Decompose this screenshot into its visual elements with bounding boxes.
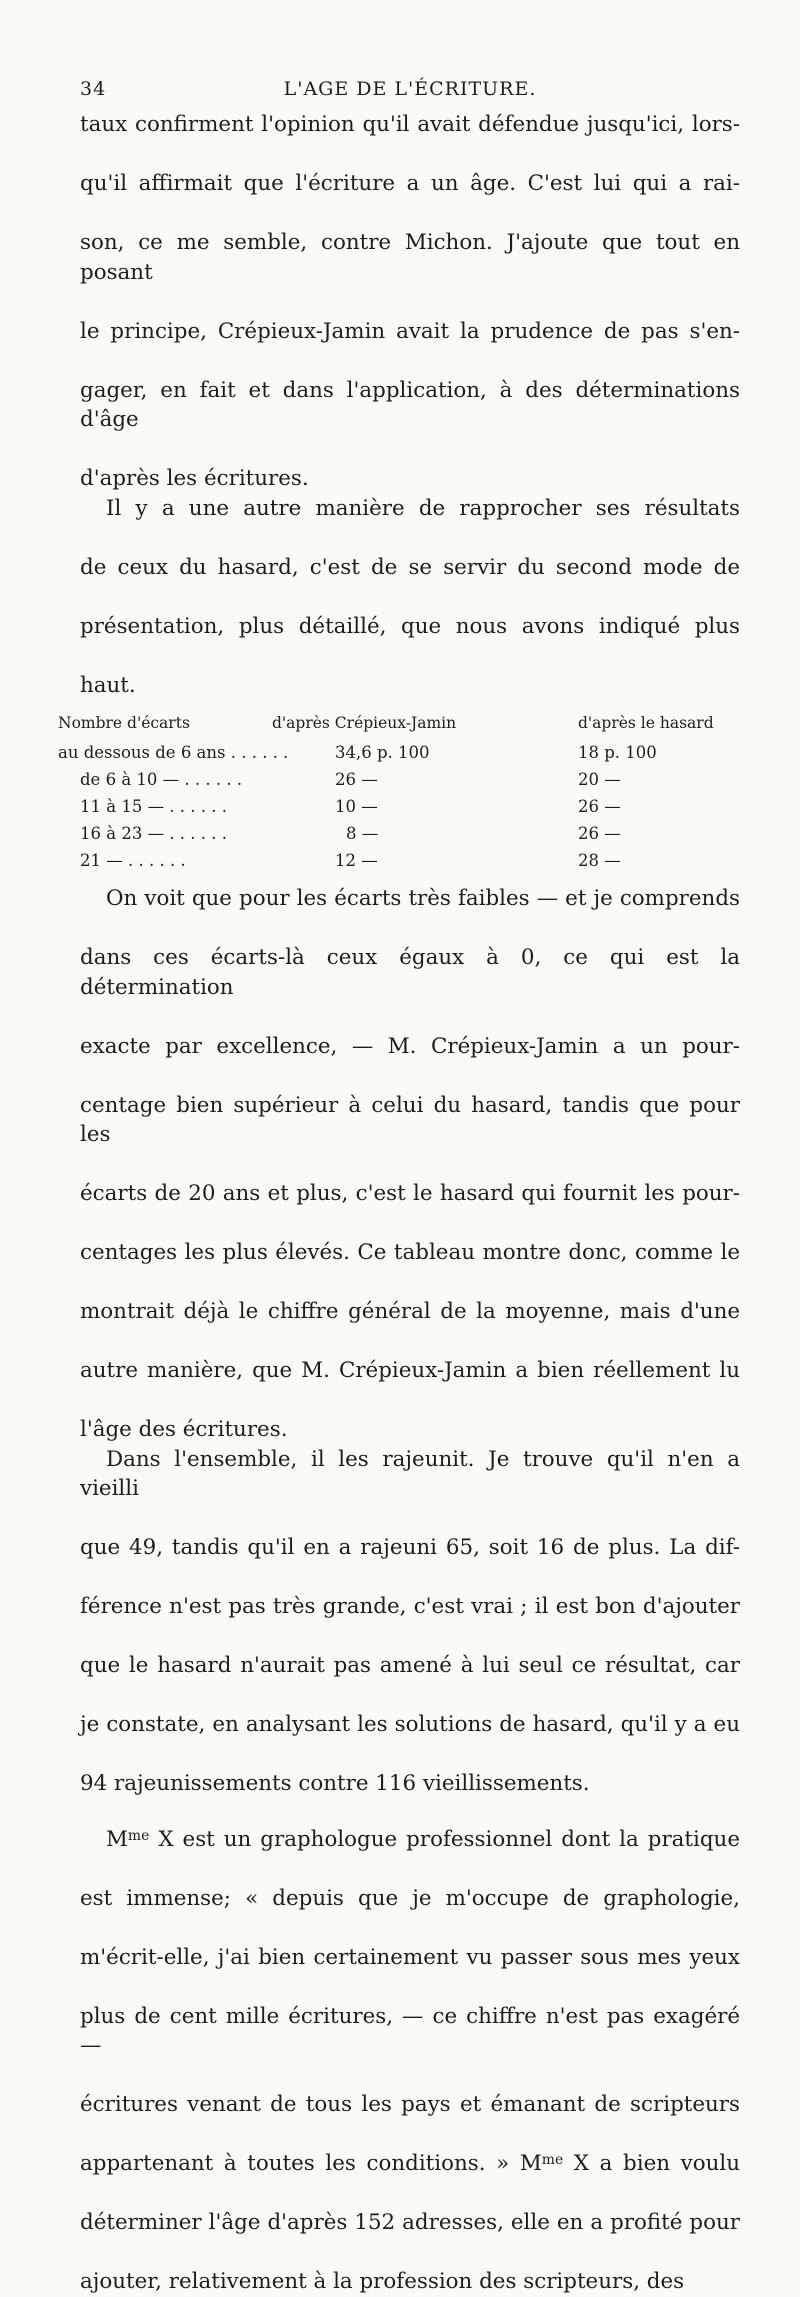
text-line: haut. [80,672,136,698]
page [58,78,740,2297]
paragraph-2 [80,494,740,701]
table-header-crepieux: d'après Crépieux-Jamin [272,714,457,732]
row-hasard: 20 — [578,770,621,789]
row-crepieux: 12 — [335,851,378,870]
text-line: appartenant à toutes les conditions. » M [80,2151,542,2176]
text-line: centages les plus élevés. Ce tableau montre donc, comme le [80,1240,740,1265]
paragraph-5 [80,1825,740,2297]
row-label: 16 à 23 — . . . . . . [80,824,228,843]
text-line: écritures venant de tous les pays et émanant de scripteurs [80,2092,740,2117]
text-line: Dans l'ensemble, il les rajeunit. Je trouve qu'il n'en a vieilli [80,1446,740,1501]
text-line: je constate, en analysant les solutions de hasard, qu'il y a eu [80,1712,740,1737]
running-title: L'AGE DE L'ÉCRITURE. [283,78,537,100]
text-line: son, ce me semble, contre Michon. J'ajoute que tout en posant [80,230,740,285]
row-hasard: 26 — [578,797,621,816]
text-line: que 49, tandis qu'il en a rajeuni 65, soit 16 de plus. La dif- [80,1535,740,1560]
table-row [80,797,740,823]
text-line: ajouter, relativement à la profession des scripteurs, des [80,2269,685,2294]
text-line: X a bien voulu [563,2151,740,2176]
row-hasard: 26 — [578,824,621,843]
table-row [80,824,740,850]
text-line: On voit que pour les écarts très faibles — et je comprends [106,886,740,911]
text-line: centage bien supérieur à celui du hasard, tandis que pour les [80,1092,740,1147]
text-line: m'écrit-elle, j'ai bien certainement vu passer sous mes yeux [80,1944,740,1970]
comparison-table [58,714,740,880]
superscript-me: me [127,1827,150,1844]
row-crepieux: 34,6 p. 100 [335,743,430,762]
row-hasard: 28 — [578,851,621,870]
row-label: 11 à 15 — . . . . . . [80,797,228,816]
text-line: autre manière, que M. Crépieux-Jamin a bien réellement lu [80,1358,740,1383]
superscript-me: me [541,2151,564,2168]
table-header-ecarts: Nombre d'écarts [58,714,190,732]
row-label: 21 — . . . . . . [80,851,186,870]
text-line: est immense; « depuis que je m'occupe de graphologie, [80,1885,740,1911]
table-row [58,743,740,769]
text-line: dans ces écarts-là ceux égaux à 0, ce qui est la détermination [80,945,740,1000]
text-line: écarts de 20 ans et plus, c'est le hasard qui fournit les pour- [80,1181,740,1206]
text-line: Il y a une autre manière de rapprocher ses résultats [106,495,740,521]
text-m: M [106,1826,128,1852]
paragraph-4 [80,1445,740,1799]
row-crepieux: 10 — [335,797,378,816]
text-line: présentation, plus détaillé, que nous avons indiqué plus [80,613,740,639]
text-line: X est un graphologue professionnel dont la pratique [149,1826,740,1852]
table-header-hasard: d'après le hasard [578,714,714,732]
text-line: d'après les écritures. [80,466,309,491]
text-line: gager, en fait et dans l'application, à des déterminations d'âge [80,377,740,432]
text-line: de ceux du hasard, c'est de se servir du second mode de [80,554,740,580]
text-line: plus de cent mille écritures, — ce chiffre n'est pas exagéré — [80,2003,740,2058]
row-label: au dessous de 6 ans . . . . . . [58,743,289,762]
paragraph-1 [80,110,740,494]
row-hasard: 18 p. 100 [578,743,657,762]
row-crepieux: 8 — [346,824,379,843]
text-line: le principe, Crépieux-Jamin avait la prudence de pas s'en- [80,318,740,344]
text-line: 94 rajeunissements contre 116 vieillissements. [80,1771,590,1796]
page-number: 34 [80,78,107,100]
row-crepieux: 26 — [335,770,378,789]
table-row [80,770,740,796]
text-line: exacte par excellence, — M. Crépieux-Jamin a un pour- [80,1033,740,1059]
text-line: férence n'est pas très grande, c'est vrai ; il est bon d'ajouter [80,1594,740,1619]
table-row [80,851,740,877]
text-line: que le hasard n'aurait pas amené à lui seul ce résultat, car [80,1653,740,1678]
text-line: qu'il affirmait que l'écriture a un âge. C'est lui qui a rai- [80,171,740,196]
running-header [80,78,740,110]
text-line: montrait déjà le chiffre général de la moyenne, mais d'une [80,1299,740,1324]
text-line: taux confirment l'opinion qu'il avait défendue jusqu'ici, lors- [80,112,740,137]
text-line: déterminer l'âge d'après 152 adresses, elle en a profité pour [80,2210,740,2235]
row-label: de 6 à 10 — . . . . . . [80,770,243,789]
text-line: l'âge des écritures. [80,1417,288,1442]
paragraph-3 [80,884,740,1445]
